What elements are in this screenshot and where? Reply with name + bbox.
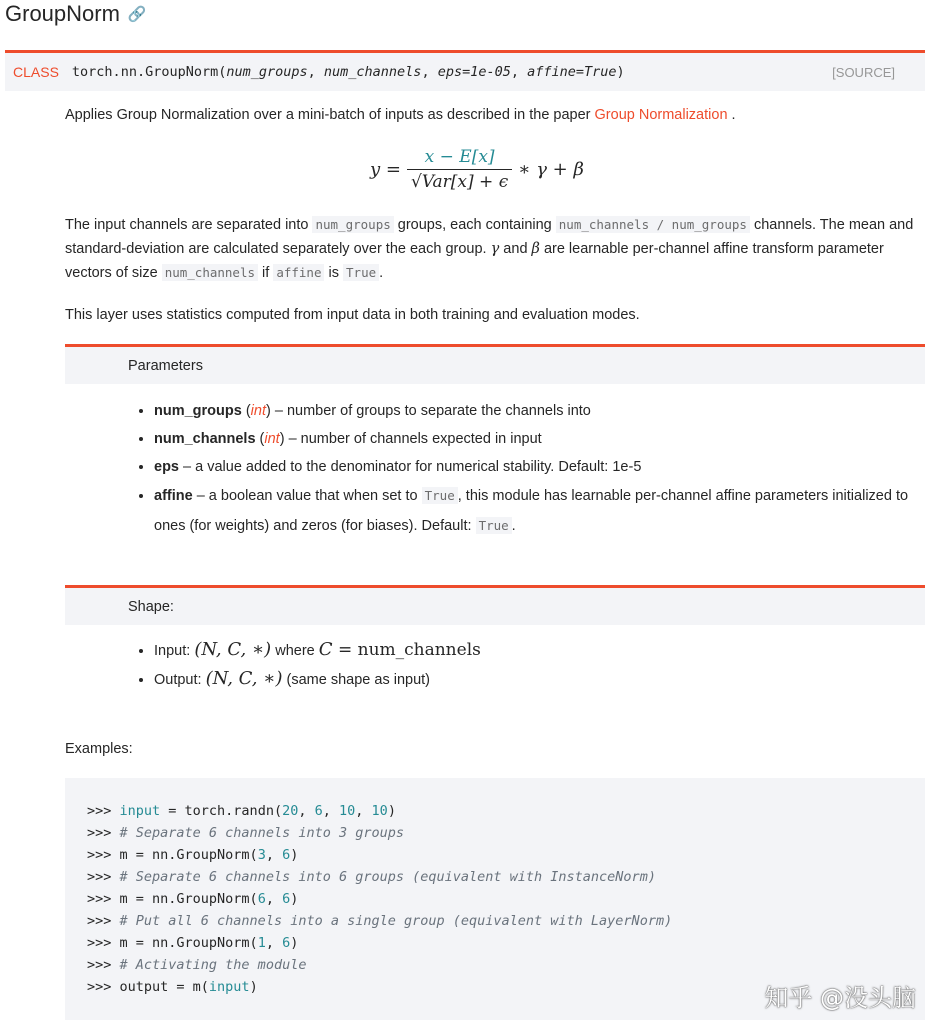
class-signature [5, 50, 925, 91]
sig-name: torch.nn.GroupNorm( [71, 64, 227, 80]
code-affine: affine [273, 264, 324, 281]
code-true: True [476, 517, 512, 534]
param-desc: – number of groups to separate the channels into [270, 403, 591, 419]
formula [370, 143, 584, 195]
desc-text-g: is [324, 265, 344, 281]
code-num-channels: num_channels [162, 264, 258, 281]
shape-input-label: Input: [154, 643, 195, 659]
code-true: True [343, 264, 379, 281]
list-item: • num_groups (int) – number of groups to separate the channels into [154, 397, 924, 425]
formula-rhs: ∗ γ + β [518, 158, 584, 180]
intro-end: . [727, 107, 736, 123]
code-line: >>> m = nn.GroupNorm(6, 6) [87, 891, 299, 907]
param-desc: , this module has learnable per-channel affine parameters initialized to ones (for weights) and zeros (for biases). Default: [154, 488, 909, 534]
param-desc: – number of channels expected in input [284, 431, 542, 447]
list-item [154, 636, 924, 665]
param-desc: . [511, 518, 516, 534]
source-link[interactable]: [SOURCE] [832, 64, 895, 80]
intro-text: Applies Group Normalization over a mini-batch of inputs as described in the paper [65, 107, 595, 123]
param-name: num_groups [154, 403, 242, 419]
desc-text-a: The input channels are separated into [65, 217, 313, 233]
list-item [154, 453, 924, 481]
sig-sep-1: , [307, 64, 324, 80]
code-num-groups: num_groups [312, 216, 393, 233]
code-line: >>> input = torch.randn(20, 6, 10, 10) [87, 803, 396, 819]
desc-text-h: . [379, 265, 384, 281]
sig-param-2: num_channels [323, 64, 422, 80]
formula-numerator: x − E[x] [424, 146, 495, 167]
sig-param-1: num_groups [226, 64, 308, 80]
code-line: >>> # Separate 6 channels into 3 groups [87, 825, 404, 841]
formula-lhs: y = [370, 158, 401, 180]
sig-sep-3: , [510, 64, 528, 80]
param-desc: – a boolean value that when set to [192, 488, 422, 504]
desc-text-d: and [499, 241, 532, 257]
desc-text-e: are learnable per-channel affine transform parameter vectors of size [65, 241, 884, 281]
parameters-header [65, 344, 925, 384]
list-item: • num_channels (int) – number of channels expected in input [154, 425, 924, 453]
code-num-channels-ratio: num_channels / num_groups [556, 216, 750, 233]
sig-param-4: affine=True [527, 64, 617, 80]
param-type[interactable]: int [264, 431, 280, 447]
examples-label: Examples: [65, 741, 133, 757]
code-line: >>> m = nn.GroupNorm(3, 6) [87, 847, 299, 863]
code-line: >>> m = nn.GroupNorm(1, 6) [87, 935, 299, 951]
code-true: True [422, 487, 458, 504]
param-name: num_channels [154, 431, 256, 447]
shape-where: where [271, 643, 319, 659]
param-name: affine [154, 488, 193, 504]
shape-eq: = num_channels [332, 640, 481, 660]
stats-paragraph: This layer uses statistics computed from input data in both training and evaluation modes. [65, 307, 640, 323]
shape-output-label: Output: [154, 672, 206, 688]
code-line: >>> output = m(input) [87, 979, 258, 995]
link-icon[interactable]: 🔗 [127, 6, 147, 23]
list-item [154, 481, 924, 541]
parameters-heading: Parameters [128, 357, 203, 374]
shape-heading: Shape: [128, 598, 174, 615]
shape-header [65, 585, 925, 625]
code-line: >>> # Separate 6 channels into 6 groups (equivalent with InstanceNorm) [87, 869, 656, 885]
shape-input-math: (N, C, ∗) [194, 639, 272, 660]
intro-paragraph [65, 103, 925, 127]
parameters-list [110, 397, 924, 541]
description-paragraph [65, 213, 925, 285]
desc-text-c: channels. The mean and standard-deviation are calculated separately over the each group. [65, 217, 914, 257]
code-line: >>> # Put all 6 channels into a single group (equivalent with LayerNorm) [87, 913, 673, 929]
page-title [5, 1, 147, 27]
param-name: eps [154, 459, 179, 475]
title-text: GroupNorm [5, 1, 120, 26]
shape-c: C [318, 639, 333, 660]
sig-close: ) [616, 64, 625, 80]
gamma-symbol: γ [490, 241, 500, 257]
param-type[interactable]: int [250, 403, 266, 419]
watermark: 知乎 @没头脑 [764, 984, 916, 1012]
formula-fraction [407, 147, 512, 192]
signature-code [72, 64, 625, 80]
beta-symbol: β [531, 241, 540, 257]
desc-text-f: if [258, 265, 274, 281]
list-item [154, 665, 924, 694]
shape-output-note: (same shape as input) [282, 672, 430, 688]
desc-text-b: groups, each containing [393, 217, 556, 233]
code-line: >>> # Activating the module [87, 957, 307, 973]
shape-output-math: (N, C, ∗) [205, 668, 283, 689]
formula-denominator: √Var[x] + ϵ [407, 169, 512, 192]
sig-sep-2: , [421, 64, 438, 80]
sig-param-3: eps=1e-05 [437, 64, 511, 80]
param-desc: – a value added to the denominator for numerical stability. Default: 1e-5 [179, 459, 642, 475]
class-label: CLASS [13, 64, 59, 80]
paper-link[interactable]: Group Normalization [594, 107, 728, 123]
shape-list [110, 636, 924, 694]
